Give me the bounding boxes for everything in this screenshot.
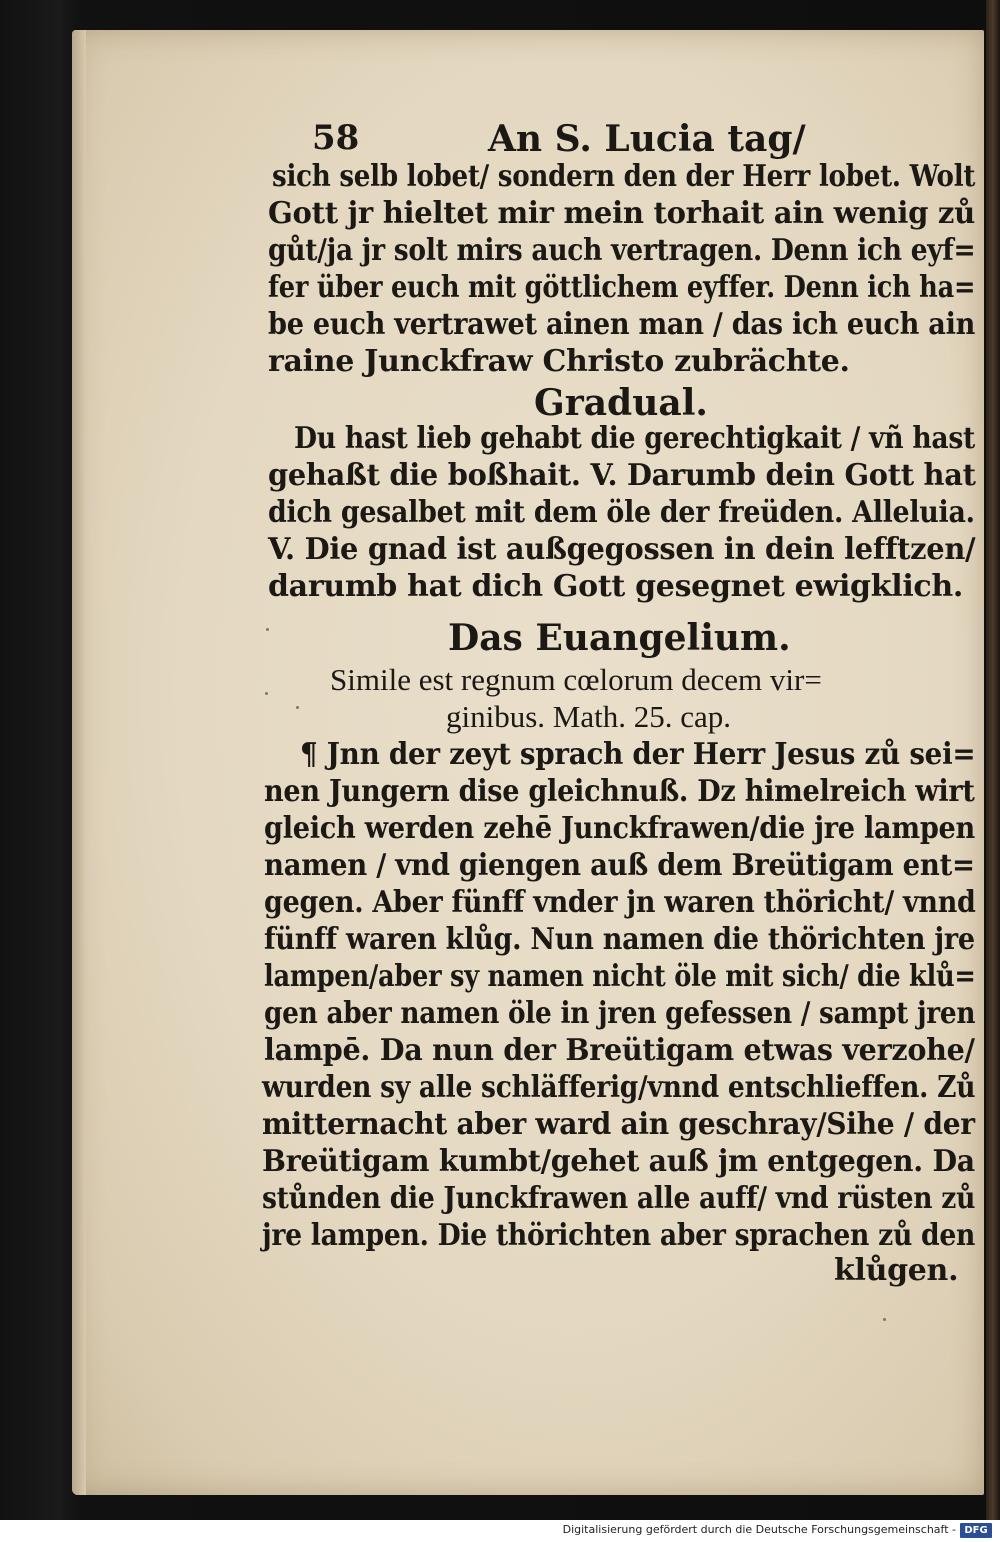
epistle-line: gůt/ja jr solt mirs auch vertragen. Denn ich eyf= (268, 233, 976, 268)
digitization-credit: Digitalisierung gefördert durch die Deutsche Forschungsgemeinschaft - (562, 1523, 956, 1536)
epistle-line: raine Junckfraw Christo zubrächte. (268, 344, 850, 379)
gospel-line: fünff waren klůg. Nun namen die thörichten jre (264, 922, 975, 957)
gospel-latin-line: ginibus. Math. 25. cap. (446, 699, 731, 734)
paper-speck (883, 1318, 886, 1321)
gospel-line: klůgen. (834, 1253, 959, 1288)
epistle-line: fer über euch mit göttlichem eyffer. Denn ich ha= (268, 270, 976, 305)
gradual-line: gehaßt die boßhait. V. Darumb dein Gott hat (268, 458, 976, 493)
dfg-logo: DFG (960, 1523, 992, 1538)
gospel-line: stůnden die Junckfrawen alle auff/ vnd rüsten zů (262, 1181, 976, 1216)
paper-speck (265, 692, 268, 695)
gospel-line: lampen/aber sy namen nicht öle mit sich/ die klů= (264, 959, 976, 994)
paper-speck (266, 628, 269, 631)
epistle-line: be euch vertrawet ainen man / das ich euch ain (268, 307, 976, 342)
gospel-latin-line: Simile est regnum cœlorum decem vir= (330, 662, 822, 697)
epistle-line: sich selb lobet/ sondern den der Herr lobet. Wolt (272, 159, 976, 194)
gospel-line: mitternacht aber ward ain geschray/Sihe / der (262, 1107, 975, 1142)
page-number: 58 (312, 118, 360, 158)
gospel-heading: Das Euangelium. (448, 617, 791, 659)
gospel-line: wurden sy alle schläfferig/vnnd entschlieffen. Zů (262, 1070, 976, 1105)
gradual-heading: Gradual. (534, 382, 708, 424)
gospel-line: gleich werden zehē Junckfrawen/die jre lampen (264, 811, 976, 846)
gradual-line: darumb hat dich Gott gesegnet ewigklich. (268, 569, 964, 604)
gospel-line: jre lampen. Die thörichten aber sprachen zů den (262, 1218, 976, 1253)
gospel-line: ¶ Jnn der zeyt sprach der Herr Jesus zů sei= (300, 737, 976, 772)
gradual-line: Du hast lieb gehabt die gerechtigkait / vñ hast (294, 421, 976, 456)
gradual-line: dich gesalbet mit dem öle der freüden. Alleluia. (268, 495, 975, 530)
gospel-line: gegen. Aber fünff vnder jn waren thöricht/ vnnd (264, 885, 976, 920)
gospel-line: Breütigam kumbt/gehet auß jm entgegen. Da (262, 1144, 975, 1179)
gospel-line: namen / vnd giengen auß dem Breütigam ent= (264, 848, 975, 883)
gospel-line: gen aber namen öle in jren gefessen / sampt jren (264, 996, 976, 1031)
paper-speck (296, 706, 299, 709)
gradual-line: V. Die gnad ist außgegossen in dein lefftzen/ (268, 532, 976, 567)
gospel-line: nen Jungern dise gleichnuß. Dz himelreich wirt (264, 774, 975, 809)
gospel-line: lampē. Da nun der Breütigam etwas verzohe/ (264, 1033, 975, 1068)
running-head: An S. Lucia tag/ (488, 118, 806, 160)
epistle-line: Gott jr hieltet mir mein torhait ain wenig zů (268, 196, 975, 231)
